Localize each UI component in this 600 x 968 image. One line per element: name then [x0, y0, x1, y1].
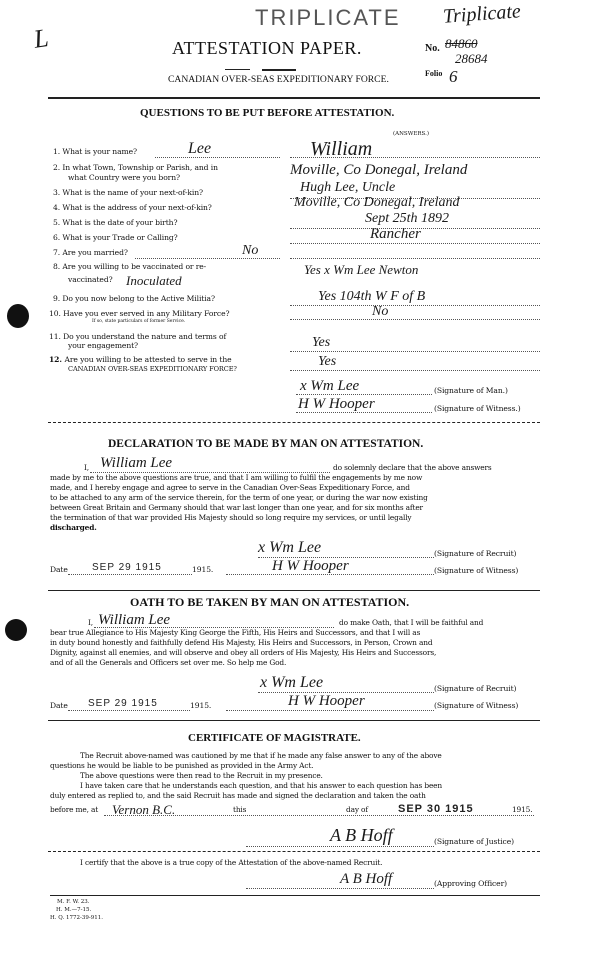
signature-man: x Wm Lee — [300, 378, 360, 394]
answer-11: Yes — [312, 335, 331, 350]
question-4: 4. What is the address of your next-of-kin? — [53, 203, 212, 212]
question-12-cont: CANADIAN OVER-SEAS EXPEDITIONARY FORCE? — [68, 365, 237, 373]
declaration-date-stamp: SEP 29 1915 — [92, 562, 162, 573]
question-1: 1. What is your name? — [53, 147, 137, 156]
divider — [262, 69, 296, 71]
certificate-line: The above questions were then read to the Recruit in my presence. — [80, 771, 323, 780]
answers-label: (ANSWERS.) — [393, 131, 429, 137]
dotted-line — [135, 258, 280, 259]
signature-justice-label: (Signature of Justice) — [434, 837, 514, 846]
oath-line: Dignity, against all enemies, and will observe and obey all orders of His Majesty, His Heirs and Successors, — [50, 648, 437, 657]
section-rule — [48, 851, 540, 852]
signature-recruit-label: (Signature of Recruit) — [434, 684, 517, 693]
punch-hole — [7, 304, 29, 328]
answer-1: William — [310, 138, 373, 160]
declaration-line: made by me to the above questions are true, and that I am willing to fulfil the engagements by me now — [50, 473, 423, 482]
signature-justice: A B Hoff — [330, 825, 393, 845]
declaration-signature-recruit: x Wm Lee — [258, 539, 322, 556]
signature-witness: H W Hooper — [298, 396, 375, 412]
oath-line: do make Oath, that I will be faithful and — [339, 618, 484, 627]
dotted-line — [290, 319, 540, 320]
answer-12: Yes — [318, 354, 337, 369]
declaration-line: do solemnly declare that the above answers — [333, 463, 492, 472]
question-2-cont: what Country were you born? — [68, 173, 180, 182]
dotted-line — [68, 710, 208, 711]
signature-witness-label: (Signature of Witness) — [434, 566, 519, 575]
signature-approving-officer: A B Hoff — [340, 871, 393, 887]
question-5: 5. What is the date of your birth? — [53, 218, 178, 227]
dotted-line — [155, 157, 280, 158]
dotted-line — [290, 370, 540, 371]
triplicate-stamp: TRIPLICATE — [255, 5, 401, 30]
certificate-date-stamp: SEP 30 1915 — [398, 803, 474, 815]
section-rule — [48, 590, 540, 591]
oath-i: I, — [88, 618, 93, 627]
form-code: H. Q. 1772-39-911. — [50, 915, 103, 921]
answer-9: Yes 104th W F of B — [318, 289, 426, 304]
oath-line: in duty bound honestly and faithfully defend His Majesty, His Heirs and Successors, in Person, Crown and — [50, 638, 433, 647]
approving-officer-label: (Approving Officer) — [434, 879, 507, 888]
punch-hole — [5, 619, 27, 641]
certify-text: I certify that the above is a true copy of the Attestation of the above-named Recruit. — [80, 858, 383, 867]
section-rule — [48, 422, 540, 423]
declaration-line: made, and I hereby engage and agree to serve in the Canadian Over-Seas Expeditionary Force, and — [50, 483, 410, 492]
signature-recruit-label: (Signature of Recruit) — [434, 549, 517, 558]
oath-signature-recruit: x Wm Lee — [260, 674, 324, 691]
dotted-line — [68, 574, 208, 575]
number-value: 28684 — [455, 51, 488, 66]
oath-date-stamp: SEP 29 1915 — [88, 698, 158, 709]
answer-4: Moville, Co Donegal, Ireland — [294, 195, 460, 210]
question-12: 12. Are you willing to be attested to serve in the — [49, 355, 232, 364]
signature-witness-label: (Signature of Witness.) — [434, 404, 521, 413]
day-of-label: day of — [346, 805, 368, 814]
declaration-line: the termination of that war provided His Majesty should so long require my services, or until legally — [50, 513, 412, 522]
date-label: Date — [50, 701, 68, 710]
certificate-place: Vernon B.C. — [112, 802, 176, 817]
number-label: No. — [425, 43, 440, 54]
question-10-note: If so, state particulars of former Service. — [92, 319, 186, 324]
year-suffix: 1915. — [192, 565, 214, 574]
dotted-line — [290, 351, 540, 352]
answer-3: Hugh Lee, Uncle — [300, 180, 396, 195]
question-10: 10. Have you ever served in any Military Force? — [49, 309, 230, 318]
answer-surname: Lee — [188, 140, 212, 157]
declaration-line: to be attached to any arm of the service therein, for the term of one year, or during the war now existing — [50, 493, 428, 502]
oath-name: William Lee — [98, 612, 171, 628]
oath-line: bear true Allegiance to His Majesty King George the Fifth, His Heirs and Successors, and that I will as — [50, 628, 421, 637]
answer-8-inline: Inoculated — [126, 273, 182, 288]
document-subtitle: CANADIAN OVER-SEAS EXPEDITIONARY FORCE. — [168, 74, 389, 85]
certificate-line: I have taken care that he understands each question, and that his answer to each question has been — [80, 781, 442, 790]
header-rule — [48, 97, 540, 99]
answer-10: No — [372, 304, 389, 319]
declaration-i: I, — [84, 463, 89, 472]
dotted-line — [246, 846, 434, 847]
declaration-line: discharged. — [50, 523, 97, 532]
footer-rule — [50, 895, 540, 896]
dotted-line — [226, 710, 434, 711]
folio-label: Folio — [425, 69, 443, 78]
oath-line: and of all the Generals and Officers set over me. So help me God. — [50, 658, 287, 667]
question-2: 2. In what Town, Township or Parish, and in — [53, 163, 218, 172]
question-11: 11. Do you understand the nature and terms of — [49, 332, 227, 341]
signature-man-label: (Signature of Man.) — [434, 386, 508, 395]
declaration-heading: DECLARATION TO BE MADE BY MAN ON ATTESTATION. — [108, 438, 424, 450]
questions-heading: QUESTIONS TO BE PUT BEFORE ATTESTATION. — [140, 107, 395, 119]
question-3: 3. What is the name of your next-of-kin? — [53, 188, 204, 197]
dotted-line — [296, 412, 432, 413]
certificate-line: questions he would be liable to be punished as provided in the Army Act. — [50, 761, 314, 770]
answer-5: Sept 25th 1892 — [365, 211, 449, 226]
dotted-line — [296, 394, 432, 395]
question-6: 6. What is your Trade or Calling? — [53, 233, 178, 242]
date-label: Date — [50, 565, 68, 574]
number-struck: 84860 — [445, 36, 478, 51]
section-rule — [48, 720, 540, 721]
answer-8: Yes x Wm Lee Newton — [304, 262, 419, 277]
dotted-line — [290, 258, 540, 259]
this-label: this — [233, 805, 247, 814]
answer-2: Moville, Co Donegal, Ireland — [290, 162, 468, 178]
question-8: 8. Are you willing to be vaccinated or re- — [53, 262, 207, 271]
margin-mark: L — [31, 23, 51, 54]
form-code: M. F. W. 23. — [57, 899, 90, 905]
certificate-line: duly entered as replied to, and the said Recruit has made and signed the declaration and taken the oath — [50, 791, 426, 800]
form-code: H. M.—7-15. — [56, 907, 92, 913]
triplicate-handwritten: Triplicate — [442, 0, 522, 28]
folio-value: 6 — [449, 67, 458, 86]
dotted-line — [226, 574, 434, 575]
year-suffix: 1915. — [512, 805, 533, 814]
oath-heading: OATH TO BE TAKEN BY MAN ON ATTESTATION. — [130, 595, 410, 609]
dotted-line — [246, 888, 434, 889]
document-title: ATTESTATION PAPER. — [172, 38, 362, 58]
question-9: 9. Do you now belong to the Active Militia? — [53, 294, 215, 303]
before-label: before me, at — [50, 805, 99, 814]
question-7: 7. Are you married? — [53, 248, 128, 257]
question-11-cont: your engagement? — [68, 341, 139, 350]
signature-witness-label: (Signature of Witness) — [434, 701, 519, 710]
divider — [225, 69, 250, 70]
declaration-line: between Great Britain and Germany should that war last longer than one year, and for six months after — [50, 503, 423, 512]
answer-7: No — [242, 243, 259, 258]
certificate-heading: CERTIFICATE OF MAGISTRATE. — [188, 732, 361, 744]
dotted-line — [290, 305, 540, 306]
declaration-signature-witness: H W Hooper — [272, 558, 349, 574]
oath-signature-witness: H W Hooper — [288, 693, 365, 709]
declaration-name: William Lee — [100, 455, 173, 471]
year-suffix: 1915. — [190, 701, 212, 710]
dotted-line — [290, 243, 540, 244]
answer-6: Rancher — [370, 226, 421, 242]
question-8-cont: vaccinated? — [68, 275, 113, 284]
certificate-line: The Recruit above-named was cautioned by me that if he made any false answer to any of the above — [80, 751, 442, 760]
